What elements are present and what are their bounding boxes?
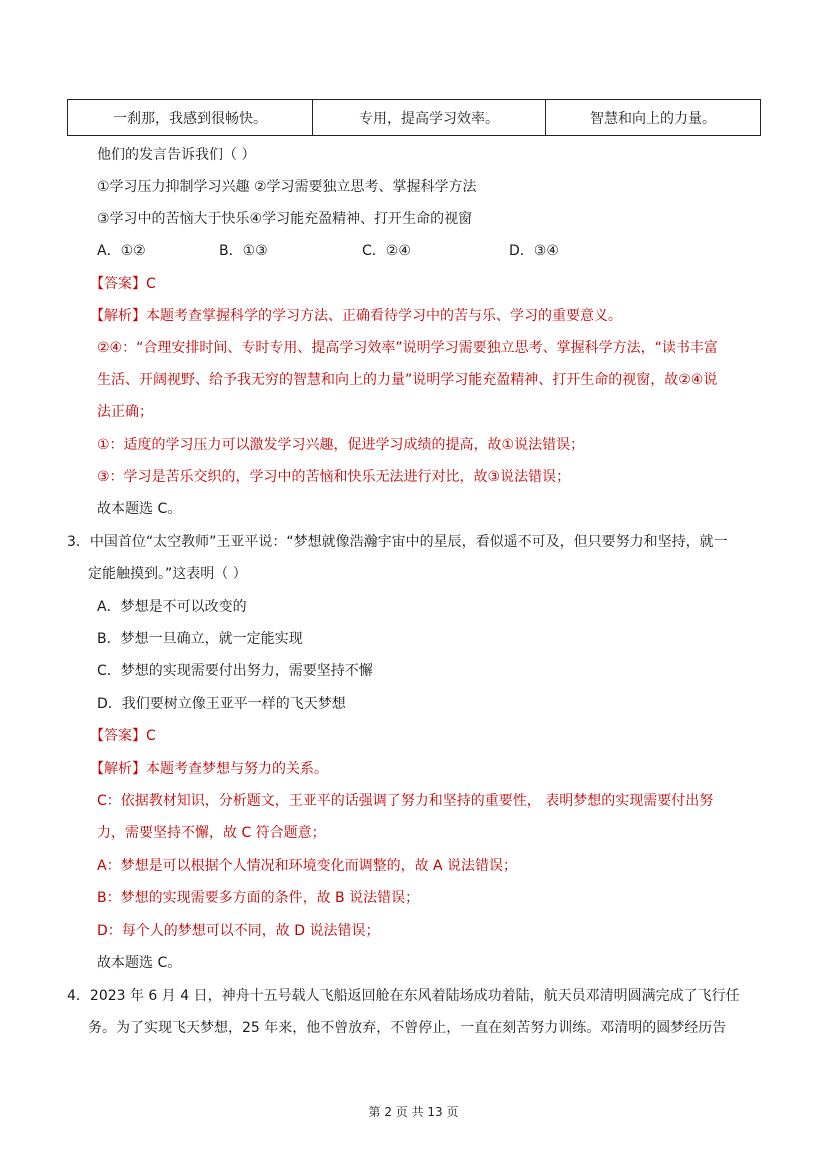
q2-conclusion: 故本题选 C。 [97,501,182,517]
q2-item: ①学习压力抑制学习兴趣 ②学习需要独立思考、掌握科学方法 [97,179,477,195]
table-cell: 智慧和向上的力量。 [546,100,761,136]
q4-stem-line: 务。为了实现飞天梦想，25 年来，他不曾放弃，不曾停止，一直在刻苦努力训练。邓清明的圆梦经历告 [88,1020,727,1036]
q3-option-b: B．梦想一旦确立，就一定能实现 [97,631,303,647]
q2-analysis-line: 生活、开阔视野、给予我无穷的智慧和向上的力量”说明学习能充盈精神、打开生命的视窗，故②④说 [97,372,718,388]
q2-analysis-line: 【解析】本题考查掌握科学的学习方法、正确看待学习中的苦与乐、学习的重要意义。 [90,308,622,324]
q2-analysis-line: ②④：“合理安排时间、专时专用、提高学习效率”说明学习需要独立思考、掌握科学方法，“读书丰富 [97,340,718,356]
q2-stem: 他们的发言告诉我们（ ） [97,147,256,163]
q3-answer: 【答案】C [90,728,156,744]
q2-option-b: B．①③ [219,243,268,259]
table-cell: 一刹那，我感到很畅快。 [68,100,313,136]
q3-option-c: C．梦想的实现需要付出努力，需要坚持不懈 [97,663,373,679]
q3-analysis-line: B：梦想的实现需要多方面的条件，故 B 说法错误； [97,890,420,906]
q3-analysis-line: 【解析】本题考查梦想与努力的关系。 [90,761,328,777]
q3-analysis-line: C：依据教材知识，分析题文，王亚平的话强调了努力和坚持的重要性， 表明梦想的实现需要付出努 [97,793,714,809]
q3-option-a: A．梦想是不可以改变的 [97,599,247,615]
q2-answer: 【答案】C [90,276,156,292]
q3-analysis-line: D：每个人的梦想可以不同，故 D 说法错误； [97,923,380,939]
q2-option-c: C．②④ [362,243,411,259]
q3-conclusion: 故本题选 C。 [97,955,182,971]
q3-stem-line: 定能触摸到。”这表明（ ） [88,566,247,582]
q2-analysis-line: ①：适度的学习压力可以激发学习兴趣，促进学习成绩的提高，故①说法错误； [97,437,585,453]
q2-analysis-line: ③：学习是苦乐交织的，学习中的苦恼和快乐无法进行对比，故③说法错误； [97,469,571,485]
q4-stem-line: 4．2023 年 6 月 4 日，神舟十五号载人飞船返回舱在东风着陆场成功着陆，航天员邓清明圆满完成了飞行任 [67,988,740,1004]
table-cell: 专用，提高学习效率。 [313,100,546,136]
table-row [68,100,761,136]
q2-option-d: D．③④ [509,243,559,259]
q3-stem-line: 3．中国首位“太空教师”王亚平说：“梦想就像浩瀚宇宙中的星辰，看似遥不可及，但只要努力和坚持，就一 [67,534,728,550]
q3-analysis-line: A：梦想是可以根据个人情况和环境变化而调整的，故 A 说法错误； [97,858,518,874]
q3-option-d: D．我们要树立像王亚平一样的飞天梦想 [97,696,346,712]
q2-option-a: A．①② [97,243,146,259]
q3-analysis-line: 力，需要坚持不懈，故 C 符合题意； [97,825,326,841]
q2-item: ③学习中的苦恼大于快乐④学习能充盈精神、打开生命的视窗 [97,211,473,227]
page-footer: 第 2 页 共 13 页 [368,1105,459,1119]
q2-analysis-line: 法正确； [97,404,153,420]
info-table [67,99,761,136]
